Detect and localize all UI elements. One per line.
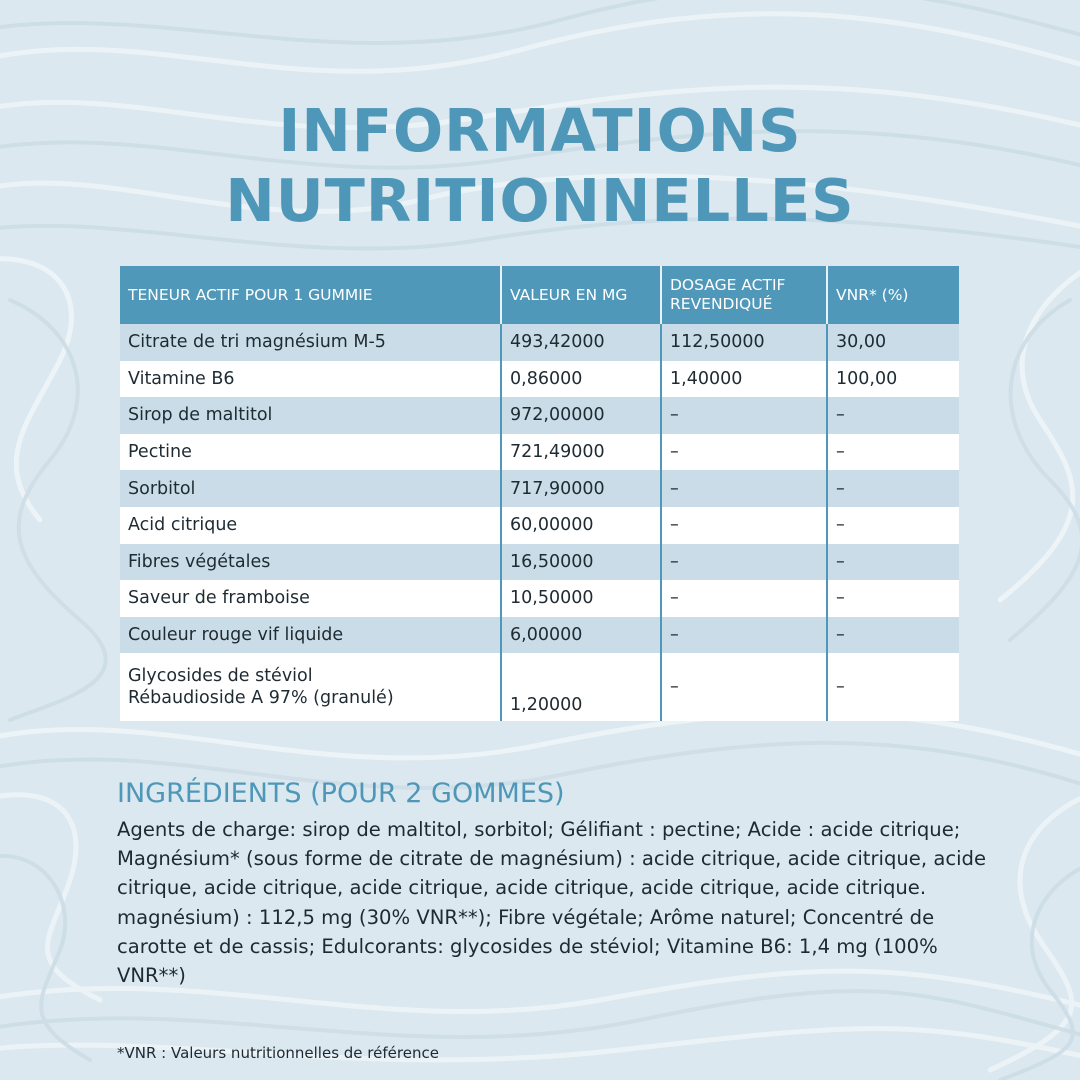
table-row — [120, 361, 959, 398]
cell-vnr: – — [827, 544, 959, 581]
table-row — [120, 544, 959, 581]
table-row — [120, 470, 959, 507]
cell-dosage: – — [661, 470, 827, 507]
footnote: *VNR : Valeurs nutritionnelles de référence — [117, 1044, 439, 1062]
cell-value: 972,00000 — [501, 397, 661, 434]
cell-name: Sirop de maltitol — [120, 397, 501, 434]
cell-value: 721,49000 — [501, 434, 661, 471]
cell-name-line-1: Glycosides de stéviol — [128, 666, 313, 687]
cell-vnr: 30,00 — [827, 324, 959, 361]
table-row — [120, 507, 959, 544]
cell-vnr: – — [827, 580, 959, 617]
cell-value: 717,90000 — [501, 470, 661, 507]
cell-value: 60,00000 — [501, 507, 661, 544]
column-header-dosage: DOSAGE ACTIF REVENDIQUÉ — [661, 266, 827, 324]
cell-vnr: – — [827, 653, 959, 721]
table-row — [120, 397, 959, 434]
nutrition-table — [120, 266, 959, 721]
column-header-vnr: VNR* (%) — [827, 266, 959, 324]
cell-dosage: – — [661, 617, 827, 654]
cell-vnr: 100,00 — [827, 361, 959, 398]
page-title — [0, 96, 1080, 236]
cell-value: 0,86000 — [501, 361, 661, 398]
cell-dosage: – — [661, 434, 827, 471]
cell-vnr: – — [827, 434, 959, 471]
cell-dosage: – — [661, 580, 827, 617]
cell-name — [120, 653, 501, 721]
cell-vnr: – — [827, 507, 959, 544]
cell-dosage: 112,50000 — [661, 324, 827, 361]
cell-vnr: – — [827, 470, 959, 507]
cell-name: Fibres végétales — [120, 544, 501, 581]
column-header-value: VALEUR EN MG — [501, 266, 661, 324]
cell-value: 10,50000 — [501, 580, 661, 617]
table-row — [120, 653, 959, 721]
column-header-ingredient: TENEUR ACTIF POUR 1 GUMMIE — [120, 266, 501, 324]
cell-dosage: – — [661, 544, 827, 581]
cell-dosage: – — [661, 653, 827, 721]
cell-name: Pectine — [120, 434, 501, 471]
cell-vnr: – — [827, 397, 959, 434]
title-line-2: NUTRITIONNELLES — [225, 166, 855, 235]
cell-dosage: – — [661, 507, 827, 544]
cell-dosage: 1,40000 — [661, 361, 827, 398]
cell-value: 6,00000 — [501, 617, 661, 654]
cell-name-line-2: Rébaudioside A 97% (granulé) — [128, 688, 394, 709]
cell-name: Couleur rouge vif liquide — [120, 617, 501, 654]
table-row — [120, 434, 959, 471]
ingredients-text: Agents de charge: sirop de maltitol, sorbitol; Gélifiant : pectine; Acide : acide citrique; Magnésium* (sous forme de citrate de magnésium) : acide citrique, acide citrique, acide citrique, acide citrique, acide citrique, acide citrique, acide citrique, acide citrique. magnésium) : 112,5 mg (30% VNR**); Fibre végétale; Arôme naturel; Concentré de carotte et de cassis; Edulcorants: glycosides de stéviol; Vitamine B6: 1,4 mg (100% VNR**) — [117, 818, 987, 988]
cell-name: Vitamine B6 — [120, 361, 501, 398]
ingredients-title: INGRÉDIENTS (POUR 2 GOMMES) — [117, 778, 565, 809]
cell-name: Saveur de framboise — [120, 580, 501, 617]
table-header-row — [120, 266, 959, 324]
cell-name: Acid citrique — [120, 507, 501, 544]
cell-value: 493,42000 — [501, 324, 661, 361]
table-row — [120, 617, 959, 654]
title-line-1: INFORMATIONS — [278, 96, 802, 165]
cell-dosage: – — [661, 397, 827, 434]
cell-value: 16,50000 — [501, 544, 661, 581]
table-row — [120, 324, 959, 361]
cell-name: Citrate de tri magnésium M-5 — [120, 324, 501, 361]
table-row — [120, 580, 959, 617]
cell-name: Sorbitol — [120, 470, 501, 507]
cell-vnr: – — [827, 617, 959, 654]
cell-value: 1,20000 — [501, 653, 661, 721]
